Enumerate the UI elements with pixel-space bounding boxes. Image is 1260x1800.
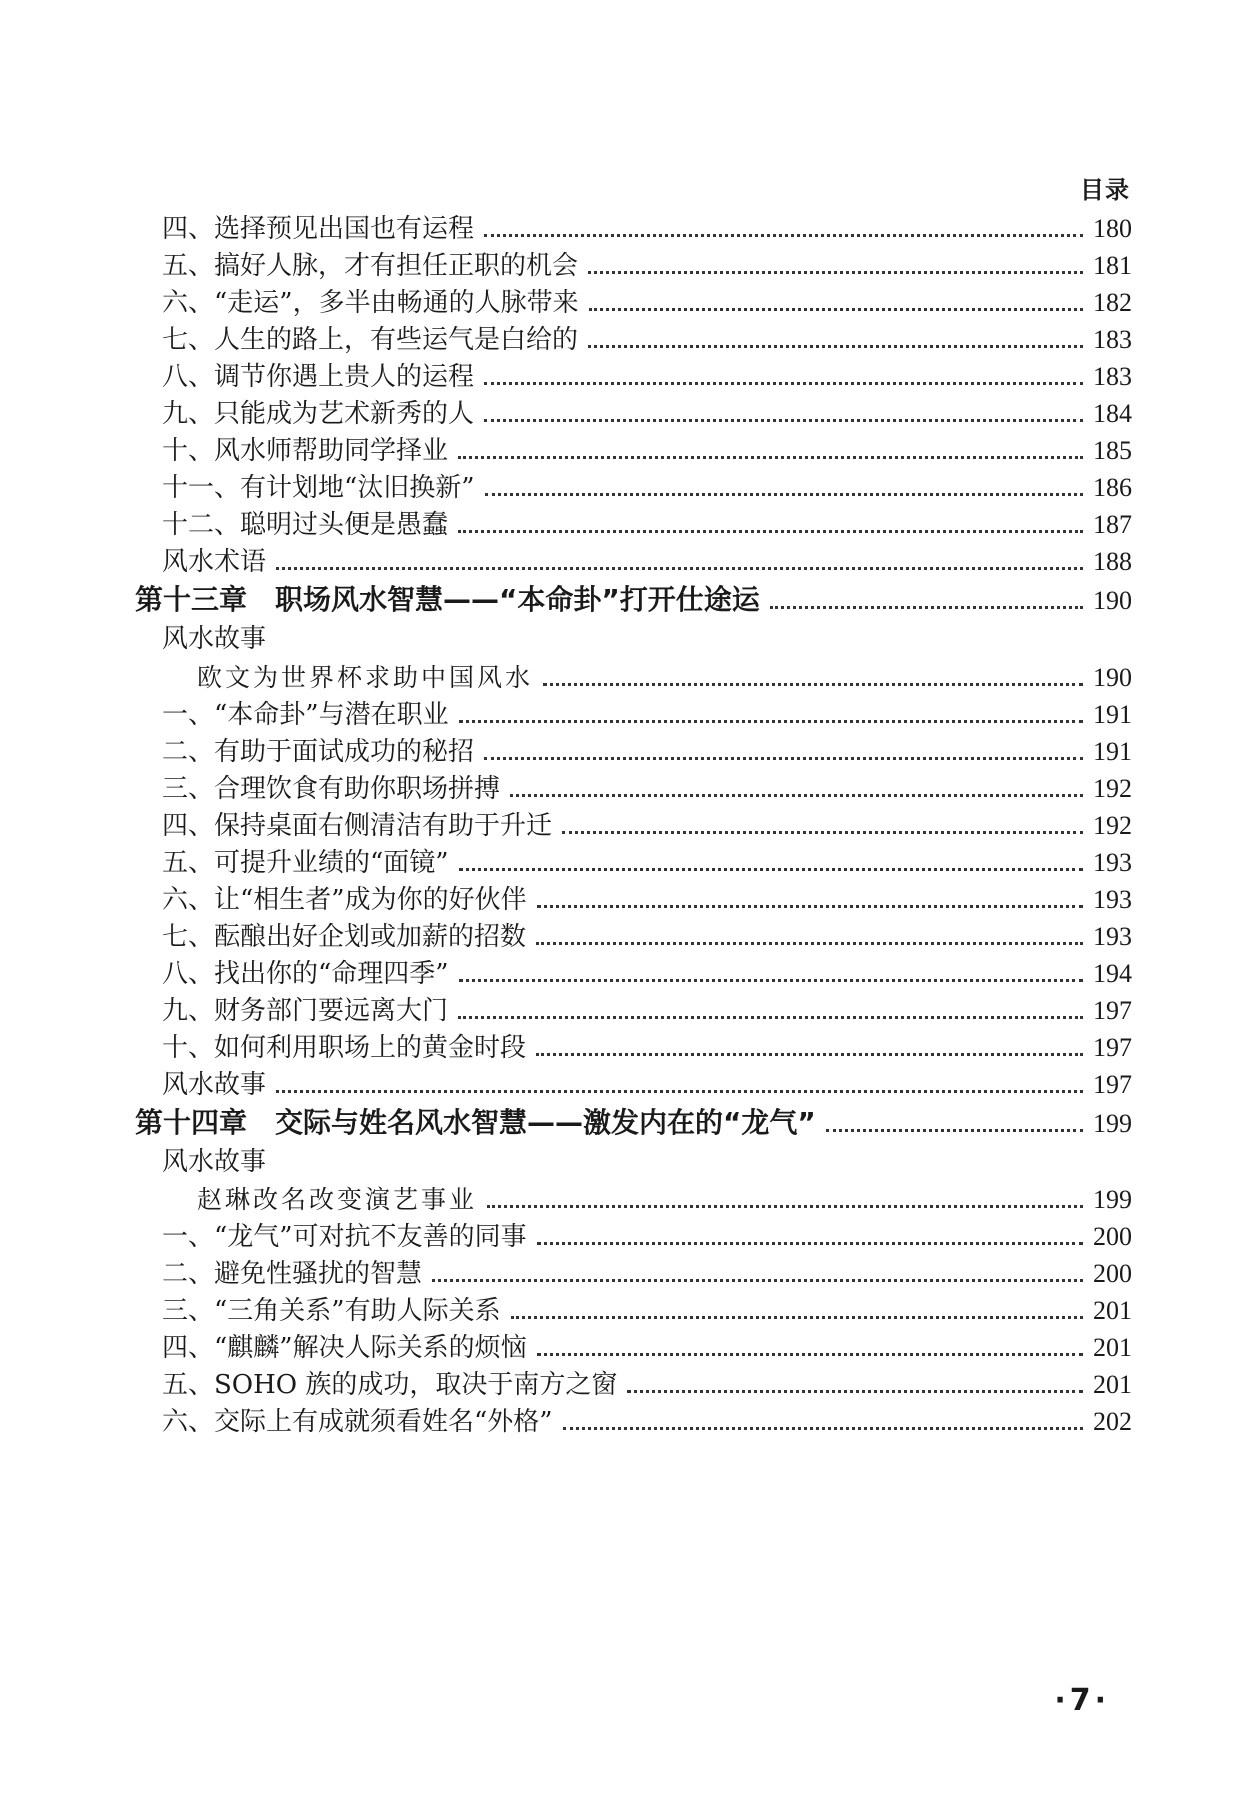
toc-section-entry[interactable] [162, 1220, 1132, 1254]
toc-entry-title: 风水故事 [162, 1070, 267, 1100]
toc-section-entry[interactable] [162, 249, 1132, 283]
toc-section-entry[interactable] [162, 360, 1132, 394]
toc-entry-page: 197 [1093, 1070, 1132, 1099]
toc-entry-page: 192 [1093, 811, 1132, 840]
dot-leader [563, 1427, 1083, 1430]
toc-entry-title: 四、选择预见出国也有运程 [162, 214, 475, 244]
dot-leader [484, 234, 1083, 237]
dot-leader [484, 382, 1083, 385]
toc-section-entry[interactable] [162, 883, 1132, 917]
toc-section-entry[interactable] [162, 397, 1132, 431]
dot-leader [537, 1353, 1083, 1356]
toc-entry-page: 191 [1093, 737, 1132, 766]
toc-entry-page: 181 [1093, 251, 1132, 280]
toc-entry-title: 第十三章 职场风水智慧——“本命卦”打开仕途运 [135, 583, 760, 616]
toc-chapter-entry[interactable] [135, 1105, 1132, 1142]
toc-chapter-entry[interactable] [135, 582, 1132, 619]
dot-leader [536, 1053, 1083, 1056]
toc-entry-page: 193 [1093, 922, 1132, 951]
dot-leader [458, 1016, 1083, 1019]
toc-section-entry[interactable] [162, 809, 1132, 843]
dot-leader [458, 530, 1083, 533]
toc-section-entry[interactable] [162, 957, 1132, 991]
toc-entry-page: 199 [1093, 1109, 1132, 1138]
toc-entry-page: 190 [1093, 663, 1132, 692]
dot-leader [562, 831, 1083, 834]
toc-entry-title: 四、“麒麟”解决人际关系的烦恼 [162, 1333, 527, 1363]
toc-section-entry[interactable] [162, 698, 1132, 732]
toc-entry-title: 风水术语 [162, 547, 267, 577]
toc-entry-title: 十二、聪明过头便是愚蠢 [162, 510, 449, 540]
toc-entry-title: 六、“走运”，多半由畅通的人脉带来 [162, 288, 579, 318]
dot-leader [276, 1090, 1083, 1093]
toc-entry-page: 180 [1093, 214, 1132, 243]
dot-leader [537, 1242, 1083, 1245]
toc-entry-page: 201 [1093, 1296, 1132, 1325]
dot-leader [511, 1316, 1083, 1319]
toc-entry-page: 190 [1093, 586, 1132, 615]
toc-entry-title: 九、只能成为艺术新秀的人 [162, 399, 475, 429]
running-header: 目录 [1080, 176, 1130, 204]
toc-section-entry[interactable] [162, 1368, 1132, 1402]
toc-section-entry[interactable] [162, 1331, 1132, 1365]
toc-group-label: 风水故事 [162, 1147, 267, 1177]
dot-leader [588, 345, 1083, 348]
toc-entry-title: 十一、有计划地“汰旧换新” [162, 473, 475, 503]
toc-entry-page: 187 [1093, 510, 1132, 539]
toc-section-entry[interactable] [162, 212, 1132, 246]
dot-leader [588, 271, 1083, 274]
toc-entry-title: 三、“三角关系”有助人际关系 [162, 1296, 501, 1326]
toc-group-label: 风水故事 [162, 624, 267, 654]
dot-leader [484, 419, 1083, 422]
toc-section-entry[interactable] [162, 1257, 1132, 1291]
toc-entry-title: 赵琳改名改变演艺事业 [197, 1185, 478, 1214]
toc-entry-page: 197 [1093, 996, 1132, 1025]
toc-entry-page: 191 [1093, 700, 1132, 729]
dot-leader [826, 1129, 1083, 1132]
toc-entry-title: 七、人生的路上，有些运气是白给的 [162, 325, 579, 355]
toc-entry-title: 四、保持桌面右侧清洁有助于升迁 [162, 811, 553, 841]
dot-leader [459, 720, 1083, 723]
dot-leader [510, 794, 1083, 797]
toc-section-entry[interactable] [162, 772, 1132, 806]
toc-entry-page: 197 [1093, 1033, 1132, 1062]
toc-entry-title: 六、让“相生者”成为你的好伙伴 [162, 885, 527, 915]
dot-leader [432, 1279, 1083, 1282]
toc-entry-page: 183 [1093, 325, 1132, 354]
toc-entry-page: 183 [1093, 362, 1132, 391]
toc-entry-title: 八、找出你的“命理四季” [162, 959, 449, 989]
toc-entry-page: 182 [1093, 288, 1132, 317]
toc-entry-title: 七、酝酿出好企划或加薪的招数 [162, 922, 527, 952]
toc-entry-title: 欧文为世界杯求助中国风水 [197, 663, 534, 692]
toc-entry-title: 八、调节你遇上贵人的运程 [162, 362, 475, 392]
toc-entry-page: 192 [1093, 774, 1132, 803]
toc-entry-page: 199 [1093, 1185, 1132, 1214]
toc-section-entry[interactable] [162, 286, 1132, 320]
toc-section-entry[interactable] [162, 846, 1132, 880]
toc-section-entry[interactable] [162, 1294, 1132, 1328]
toc-entry-title: 一、“龙气”可对抗不友善的同事 [162, 1222, 527, 1252]
toc-entry-title: 三、合理饮食有助你职场拼搏 [162, 774, 501, 804]
toc-entry-title: 六、交际上有成就须看姓名“外格” [162, 1407, 553, 1437]
toc-entry-title: 五、SOHO 族的成功，取决于南方之窗 [162, 1370, 618, 1400]
toc-entry-title: 九、财务部门要远离大门 [162, 996, 449, 1026]
dot-leader [458, 456, 1083, 459]
toc-entry-page: 202 [1093, 1407, 1132, 1436]
toc-entry-title: 一、“本命卦”与潜在职业 [162, 700, 449, 730]
dot-leader [537, 905, 1083, 908]
toc-section-entry[interactable] [162, 471, 1132, 505]
dot-leader [536, 942, 1083, 945]
toc-entry-title: 五、搞好人脉，才有担任正职的机会 [162, 251, 579, 281]
toc-section-entry[interactable] [162, 994, 1132, 1028]
toc-entry-title: 十、风水师帮助同学择业 [162, 436, 449, 466]
toc-section-entry[interactable] [162, 1031, 1132, 1065]
toc-section-entry[interactable] [162, 1068, 1132, 1102]
toc-section-entry[interactable] [162, 920, 1132, 954]
toc-section-entry[interactable] [162, 508, 1132, 542]
dot-leader [589, 308, 1083, 311]
dot-leader [485, 493, 1083, 496]
dot-leader [276, 567, 1083, 570]
dot-leader [543, 683, 1083, 686]
toc-entry-page: 200 [1093, 1222, 1132, 1251]
toc-entry-page: 201 [1093, 1333, 1132, 1362]
toc-entry-title: 二、避免性骚扰的智慧 [162, 1259, 423, 1289]
toc-section-entry[interactable] [162, 1405, 1132, 1439]
toc-entry-page: 194 [1093, 959, 1132, 988]
toc-entry-page: 185 [1093, 436, 1132, 465]
dot-leader [459, 979, 1083, 982]
toc-entry-page: 193 [1093, 848, 1132, 877]
toc-story-entry[interactable] [197, 1183, 1132, 1217]
toc-entry-page: 193 [1093, 885, 1132, 914]
toc-entry-page: 186 [1093, 473, 1132, 502]
dot-leader [487, 1205, 1083, 1208]
toc-section-entry[interactable] [162, 434, 1132, 468]
toc-entry-page: 184 [1093, 399, 1132, 428]
toc-entry-page: 201 [1093, 1370, 1132, 1399]
dot-leader [770, 606, 1083, 609]
toc-entry-page: 200 [1093, 1259, 1132, 1288]
toc-entry-title: 二、有助于面试成功的秘招 [162, 737, 475, 767]
toc-section-entry[interactable] [162, 545, 1132, 579]
toc-entry-title: 第十四章 交际与姓名风水智慧——激发内在的“龙气” [135, 1106, 816, 1139]
toc-section-entry[interactable] [162, 735, 1132, 769]
toc-entry-title: 五、可提升业绩的“面镜” [162, 848, 449, 878]
toc-story-entry[interactable] [197, 661, 1132, 695]
toc-entry-page: 188 [1093, 547, 1132, 576]
toc-entry-title: 十、如何利用职场上的黄金时段 [162, 1033, 527, 1063]
dot-leader [459, 868, 1083, 871]
dot-leader [484, 757, 1083, 760]
dot-leader [627, 1390, 1083, 1393]
toc-section-entry[interactable] [162, 323, 1132, 357]
page-number: ·7· [1054, 1683, 1110, 1718]
